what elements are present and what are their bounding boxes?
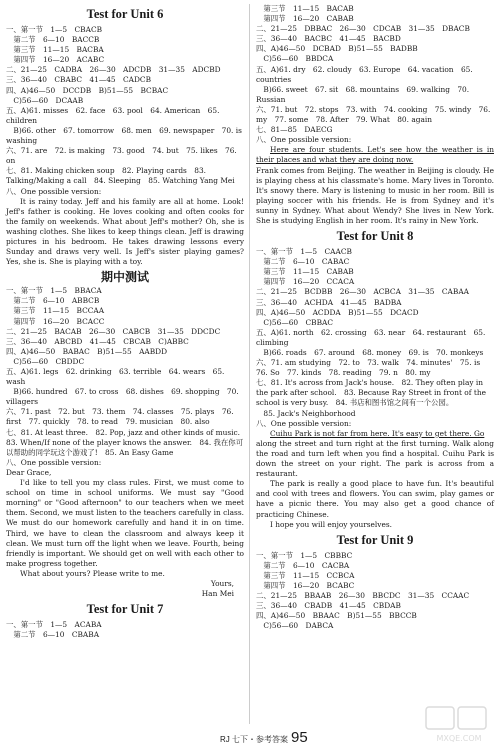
- unit7-answers-right: [256, 4, 494, 145]
- answer-line: 四、A)46—50 BABAC B)51—55 AABDD: [6, 346, 168, 356]
- answer-line: 一、第一节 1—5 CAACB: [256, 247, 352, 257]
- answer-line: 三、36—40 ACHDA 41—45 BADBA: [256, 297, 402, 307]
- answer-line: Dear Grace,: [6, 467, 52, 477]
- answer-line: 第三节 11—15 BCCAA: [6, 306, 105, 316]
- answer-line: 第三节 11—15 BACBA: [6, 45, 104, 55]
- answer-line: 一、第一节 1—5 ACABA: [6, 620, 102, 630]
- column-divider: [249, 4, 250, 724]
- unit8-answers: [256, 247, 494, 429]
- unit7-essay-underlined: Here are four students. Let's see how the weather is in their places and what they are doing now.: [256, 145, 494, 165]
- essay-paragraph: I'd like to tell you my class rules. First, we must come to school on time in school uniforms. We must say "Good morning" or "Good afternoon" to our teachers when we meet them. Second, we must listen to the teachers carefully in class. We must do our homework carefully and hand it in on time. Third, we have to clean the classroom and always keep it clean. We must turn off the light when we leave. Fourth, being friendly is important. We should get on well with each other to make progress together.: [6, 478, 244, 568]
- essay-paragraph: What about yours? Please write to me.: [20, 568, 165, 578]
- page-footer: [220, 729, 308, 746]
- midterm-signoff: Yours,: [210, 578, 234, 588]
- unit6-essay: It is rainy today. Jeff and his family are all at home. Look! Jeff's father is cooking. He loves cooking and often cooks for the family on weekends. What about Jeff's mother? Oh, she is washing clothes. She likes to keep things clean. Jeff is drawing pictures in his bedroom. He takes drawing lessons every Sunday and draws very well. Is Jeff's sister playing games? Yes, she is. She is playing with a toy.: [6, 196, 244, 267]
- midterm-signature: Han Mei: [201, 589, 234, 599]
- unit8-title: Test for Unit 8: [336, 229, 414, 244]
- answer-line: 第二节 6—10 CACBA: [256, 560, 350, 570]
- answer-line: 第四节 16—20 BCABC: [256, 580, 355, 590]
- answer-line: 第二节 6—10 ABBCB: [6, 296, 100, 306]
- unit8-essay-3: I hope you will enjoy yourselves.: [270, 519, 392, 529]
- answer-line: 七、81. It's across from Jack's house. 82. They often play in the park after school. 83. Because Ray Street in front of the school is very busy. 84. 书店和图书馆之间有一个公园。: [256, 378, 489, 408]
- answer-line: 二、21—25 DBBAC 26—30 CDCAB 31—35 DBACB: [256, 24, 470, 34]
- answer-line: 五、A)61. dry 62. cloudy 63. Europe 64. vacation 65. countries: [256, 64, 476, 84]
- answer-line: 四、A)46—50 DCBAD B)51—55 BADBB: [256, 44, 418, 54]
- right-column: [256, 4, 494, 631]
- unit7-answers-left: [6, 620, 244, 640]
- midterm-title: 期中测试: [100, 270, 149, 285]
- answer-line: 三、36—40 ABCBD 41—45 CBCAB C)ABBC: [6, 336, 189, 346]
- answer-line: 五、A)61. legs 62. drinking 63. terrible 64. wears 65. wash: [6, 367, 227, 387]
- answer-line: 四、A)46—50 DCCDB B)51—55 BCBAC: [6, 85, 169, 95]
- answer-line: 五、A)61. north 62. crossing 63. near 64. restaurant 65. climbing: [256, 327, 488, 347]
- unit6-answers: [6, 25, 244, 197]
- answer-line: 六、71. but 72. stops 73. with 74. cooking 75. windy 76. my 77. some 78. After 79. What 80. again: [256, 104, 493, 125]
- unit9-title: Test for Unit 9: [336, 532, 414, 547]
- answer-line: 一、第一节 1—5 CBBBC: [256, 550, 353, 560]
- watermark-logo-icon: [424, 705, 494, 745]
- answer-line: 第三节 11—15 CCBCA: [256, 570, 355, 580]
- answer-line: 二、21—25 BBAAB 26—30 BBCDC 31—35 CCAAC: [256, 591, 470, 601]
- left-column: [6, 4, 248, 640]
- answer-line: 二、21—25 BCDBB 26—30 ACBCA 31—35 CABAA: [256, 287, 469, 297]
- answer-line: B)66. roads 67. around 68. money 69. is 70. monkeys: [256, 348, 484, 357]
- answer-line: 七、81. Making chicken soup 82. Playing cards 83. Talking/Making a call 84. Sleeping 85. Watching Yang Mei: [6, 166, 235, 186]
- answer-line: 第二节 6—10 CABAC: [256, 257, 350, 267]
- answer-line: 第三节 11—15 CABAB: [256, 267, 354, 277]
- footer-label: RJ 七下・参考答案: [220, 735, 288, 744]
- answer-line: 七、81—85 DAECG: [256, 125, 333, 135]
- answer-line: 第四节 16—20 CABAB: [256, 14, 354, 24]
- midterm-essay: [6, 478, 244, 579]
- answer-line: C)56—60 CBBAC: [256, 317, 334, 327]
- watermark-text: MXQE.COM: [436, 734, 482, 743]
- answer-line: B)66. other 67. tomorrow 68. men 69. newspaper 70. is washing: [6, 125, 245, 146]
- answer-line: 六、71. past 72. but 73. them 74. classes 75. plays 76. first 77. quickly 78. to read 79. musician 80. also: [6, 407, 236, 427]
- answer-line: 七、81. At least three. 82. Pop, jazz and other kinds of music. 83. When/If none of the player knows the answer. 84. 我在你可以帮助的同学玩这个游戏了! 85. An Easy Game: [6, 427, 248, 457]
- answer-line: 第四节 16—20 ACABC: [6, 55, 105, 65]
- answer-line: 一、第一节 1—5 BBACA: [6, 286, 102, 296]
- answer-line: 二、21—25 CADBA 26—30 ADCDB 31—35 ADCBD: [6, 65, 221, 75]
- unit8-essay: along the street and turn right at the first turning. Walk along the road and turn left when you find a hospital. Cuihu Park is down the street on your right. The park is across from a restaurant.: [256, 438, 494, 479]
- answer-line: 三、36—40 CBABC 41—45 CADCB: [6, 75, 152, 85]
- unit7-essay: Frank comes from Beijing. The weather in Beijing is cloudy. He is playing chess at his classmate's home. Mary lives in Toronto. It's snowy there. Mary is listening to music in her room. Bill is playing soccer with his friends. He is from Sydney and it's sunny in Sydney. What about Wendy? She lives in New York. She is studying English in her room. It's rainy in New York.: [256, 165, 494, 225]
- unit7-title: Test for Unit 7: [86, 602, 164, 617]
- answer-line: C)56—60 DCAAB: [6, 95, 84, 105]
- answer-line: C)56—60 BBDCA: [256, 54, 334, 64]
- answer-line: 二、21—25 BACAB 26—30 CABCB 31—35 DDCDC: [6, 326, 221, 336]
- page-number: 95: [291, 729, 308, 746]
- answer-line: 八、One possible version:: [6, 457, 102, 467]
- unit8-essay-2: The park is really a good place to have fun. It's beautiful and cool with trees and flowers. You can swim, play games or have a picnic there. You may also get a good chance of practicing Chinese.: [256, 479, 494, 519]
- answer-line: 第三节 11—15 BACAB: [256, 4, 354, 13]
- answer-line: B)66. sweet 67. sit 68. mountains 69. walking 70. Russian: [256, 84, 472, 104]
- answer-line: 八、One possible version:: [256, 418, 352, 428]
- answer-line: 三、36—40 CBADB 41—45 CBDAB: [256, 601, 401, 611]
- answer-line: 八、One possible version:: [6, 186, 102, 196]
- unit6-title: Test for Unit 6: [86, 7, 164, 21]
- unit9-answers: [256, 551, 494, 632]
- answer-line: 第四节 16—20 BCACC: [6, 316, 105, 326]
- answer-line: 六、71. am studying 72. to 73. walk 74. minutes' 75. is 76. So 77. kinds 78. reading 79. n 80. my: [256, 358, 488, 378]
- answer-line: 八、One possible version:: [256, 135, 352, 145]
- answer-line: 四、A)46—50 ACDDA B)51—55 DCACD: [256, 307, 419, 317]
- answer-line: 第二节 6—10 CBABA: [6, 630, 100, 640]
- answer-line: 第四节 16—20 CCACA: [256, 277, 355, 287]
- answer-line: C)56—60 CBDDC: [6, 356, 85, 366]
- midterm-answers: [6, 286, 248, 478]
- unit8-essay-underlined: Cuihu Park is not far from here. It's easy to get there. Go: [270, 428, 485, 438]
- answer-line: 四、A)46—50 BBAAC B)51—55 BBCCB: [256, 611, 417, 621]
- answer-line: C)56—60 DABCA: [256, 621, 334, 631]
- answer-line: 一、第一节 1—5 CBACB: [6, 25, 103, 34]
- answer-line: 五、A)61. misses 62. face 63. pool 64. American 65. children: [6, 105, 222, 125]
- answer-line: 六、71. are 72. is making 73. good 74. but 75. likes 76. on: [6, 146, 240, 166]
- answer-line: B)66. hundred 67. to cross 68. dishes 69. shopping 70. villagers: [6, 387, 242, 407]
- answer-line: 三、36—40 BACBC 41—45 BACBD: [256, 34, 401, 44]
- answer-line: 第二节 6—10 BACCB: [6, 35, 100, 45]
- answer-line: 85. Jack's Neighborhood: [256, 408, 356, 418]
